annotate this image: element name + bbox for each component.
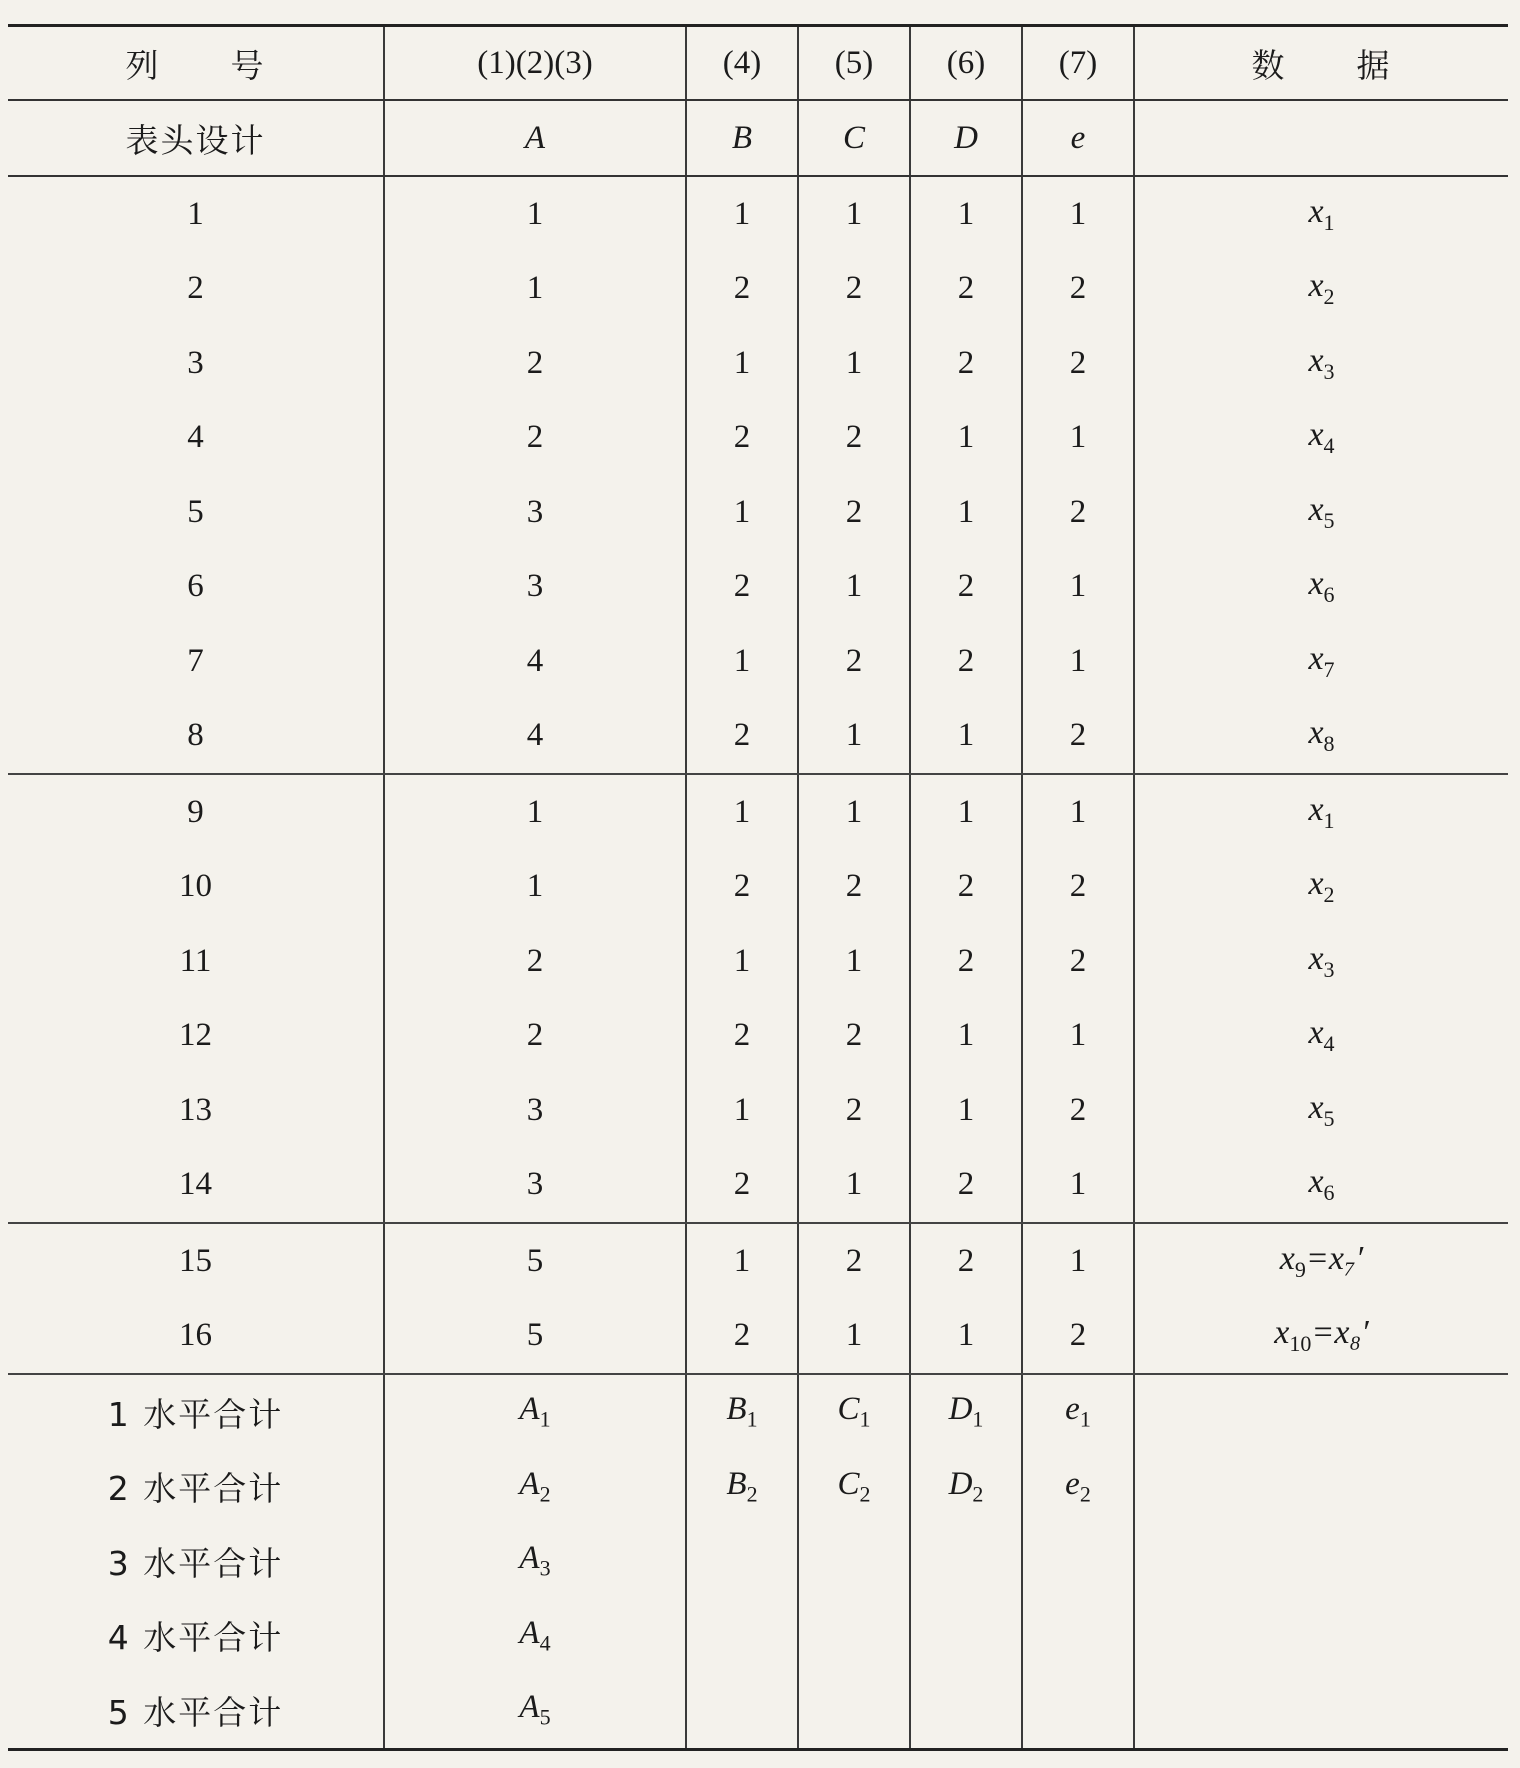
level-a: 5 bbox=[384, 1299, 686, 1375]
data-value bbox=[1134, 252, 1508, 327]
row-number: 16 bbox=[8, 1299, 384, 1375]
level-a: 3 bbox=[384, 1148, 686, 1224]
level-sum-row bbox=[8, 1599, 1508, 1674]
sum-d bbox=[910, 1524, 1022, 1599]
level-b: 2 bbox=[686, 699, 798, 775]
sum-symbol: D bbox=[948, 1391, 973, 1428]
sum-e bbox=[1022, 1599, 1134, 1674]
sum-b bbox=[686, 1599, 798, 1674]
sum-symbol: e bbox=[1065, 1391, 1080, 1428]
level-c: 2 bbox=[798, 252, 910, 327]
level-d: 2 bbox=[910, 1148, 1022, 1224]
level-a: 2 bbox=[384, 924, 686, 999]
data-subscript: 5 bbox=[1323, 1105, 1335, 1131]
sum-subscript: 2 bbox=[539, 1481, 551, 1507]
data-subscript: 4 bbox=[1323, 1031, 1335, 1057]
data-value bbox=[1134, 1148, 1508, 1224]
sum-subscript: 1 bbox=[1079, 1407, 1091, 1433]
data-empty-cell bbox=[1134, 1524, 1508, 1599]
sum-subscript: 1 bbox=[972, 1407, 984, 1433]
sum-subscript: 2 bbox=[972, 1481, 984, 1507]
level-c: 1 bbox=[798, 774, 910, 850]
level-sum-label: 4 水平合计 bbox=[107, 1618, 284, 1658]
level-a: 3 bbox=[384, 1073, 686, 1148]
sum-subscript: 2 bbox=[1079, 1481, 1091, 1507]
row-number: 7 bbox=[187, 642, 204, 679]
level-c: 2 bbox=[798, 999, 910, 1074]
sum-subscript: 1 bbox=[746, 1407, 758, 1433]
level-c: 1 bbox=[798, 176, 910, 252]
data-subscript: 8 bbox=[1323, 731, 1335, 757]
table-row bbox=[8, 999, 1508, 1074]
level-b: 1 bbox=[686, 624, 798, 699]
level-a: 1 bbox=[384, 850, 686, 925]
data-symbol: x bbox=[1308, 1014, 1324, 1052]
row-number: 13 bbox=[179, 1091, 212, 1128]
level-c: 1 bbox=[798, 1299, 910, 1375]
level-a: 3 bbox=[384, 550, 686, 625]
row-number: 2 bbox=[187, 270, 204, 307]
data-symbol: x bbox=[1308, 1088, 1324, 1126]
data-value bbox=[1134, 475, 1508, 550]
row-number: 4 bbox=[187, 419, 204, 456]
level-e: 2 bbox=[1022, 326, 1134, 401]
column-header-7: (7) bbox=[1022, 26, 1134, 101]
data-symbol: x bbox=[1308, 939, 1324, 977]
data-value bbox=[1134, 999, 1508, 1074]
table-row bbox=[8, 1223, 1508, 1299]
level-d: 1 bbox=[910, 475, 1022, 550]
header-design-label: 表头设计 bbox=[8, 100, 384, 176]
sum-symbol: A bbox=[519, 1689, 540, 1726]
level-c: 2 bbox=[798, 850, 910, 925]
level-a: 1 bbox=[384, 176, 686, 252]
level-c: 1 bbox=[798, 1148, 910, 1224]
data-value bbox=[1134, 326, 1508, 401]
data-equivalence: =x₇′ bbox=[1305, 1239, 1364, 1277]
sum-b bbox=[686, 1524, 798, 1599]
row-number: 3 bbox=[187, 344, 204, 381]
level-e: 1 bbox=[1022, 774, 1134, 850]
level-sum-label: 2 水平合计 bbox=[107, 1469, 284, 1509]
page bbox=[8, 24, 1508, 1754]
data-subscript: 2 bbox=[1323, 882, 1335, 908]
data-symbol: x bbox=[1308, 639, 1324, 677]
row-number: 9 bbox=[187, 793, 204, 830]
sum-subscript: 2 bbox=[859, 1481, 871, 1507]
level-c: 2 bbox=[798, 475, 910, 550]
data-value bbox=[1134, 550, 1508, 625]
factor-e: e bbox=[1022, 100, 1134, 176]
level-e: 1 bbox=[1022, 550, 1134, 625]
sum-a bbox=[384, 1450, 686, 1525]
header-row bbox=[8, 26, 1508, 101]
sum-a bbox=[384, 1599, 686, 1674]
table-row bbox=[8, 550, 1508, 625]
row-number: 15 bbox=[179, 1242, 212, 1279]
data-subscript: 10 bbox=[1289, 1331, 1312, 1357]
level-b: 1 bbox=[686, 176, 798, 252]
table-row bbox=[8, 624, 1508, 699]
sum-a bbox=[384, 1673, 686, 1749]
level-c: 1 bbox=[798, 699, 910, 775]
level-b: 1 bbox=[686, 774, 798, 850]
level-d: 2 bbox=[910, 1223, 1022, 1299]
factor-a: A bbox=[384, 100, 686, 176]
level-e: 1 bbox=[1022, 1148, 1134, 1224]
level-b: 2 bbox=[686, 401, 798, 476]
sum-subscript: 1 bbox=[859, 1407, 871, 1433]
data-symbol: x bbox=[1308, 714, 1324, 752]
sum-symbol: C bbox=[837, 1391, 860, 1428]
level-sum-label: 1 水平合计 bbox=[107, 1394, 284, 1434]
sum-c bbox=[798, 1599, 910, 1674]
level-d: 1 bbox=[910, 1299, 1022, 1375]
level-sum-label: 5 水平合计 bbox=[8, 1673, 384, 1749]
sum-symbol: A bbox=[519, 1540, 540, 1577]
header-design-row bbox=[8, 100, 1508, 176]
table-row bbox=[8, 1148, 1508, 1224]
column-header-4: (4) bbox=[686, 26, 798, 101]
level-c: 2 bbox=[798, 401, 910, 476]
level-b: 1 bbox=[686, 326, 798, 401]
sum-a bbox=[384, 1374, 686, 1450]
level-c: 2 bbox=[798, 1073, 910, 1148]
level-b: 2 bbox=[686, 999, 798, 1074]
level-d: 2 bbox=[910, 924, 1022, 999]
data-symbol: x bbox=[1279, 1239, 1295, 1277]
level-e: 1 bbox=[1022, 401, 1134, 476]
level-sum-row bbox=[8, 1524, 1508, 1599]
data-value bbox=[1134, 624, 1508, 699]
level-c: 1 bbox=[798, 924, 910, 999]
data-symbol: x bbox=[1308, 1163, 1324, 1201]
sum-e bbox=[1022, 1673, 1134, 1749]
level-a: 2 bbox=[384, 326, 686, 401]
sum-symbol: B bbox=[726, 1391, 747, 1428]
sum-symbol: C bbox=[837, 1465, 860, 1502]
level-a: 4 bbox=[384, 699, 686, 775]
level-d: 1 bbox=[910, 699, 1022, 775]
level-a: 2 bbox=[384, 999, 686, 1074]
data-subscript: 1 bbox=[1323, 807, 1335, 833]
sum-symbol: B bbox=[726, 1465, 747, 1502]
sum-c bbox=[798, 1450, 910, 1525]
data-symbol: x bbox=[1308, 865, 1324, 903]
row-number: 5 bbox=[187, 493, 204, 530]
sum-subscript: 5 bbox=[539, 1705, 551, 1731]
row-number: 1 bbox=[187, 195, 204, 232]
level-sum-row bbox=[8, 1673, 1508, 1749]
level-c: 1 bbox=[798, 326, 910, 401]
table-row bbox=[8, 850, 1508, 925]
level-b: 2 bbox=[686, 550, 798, 625]
data-subscript: 5 bbox=[1323, 507, 1335, 533]
data-empty-cell bbox=[1134, 1673, 1508, 1749]
data-value bbox=[1134, 401, 1508, 476]
orthogonal-design-table bbox=[8, 24, 1508, 1751]
column-header-6: (6) bbox=[910, 26, 1022, 101]
level-b: 1 bbox=[686, 475, 798, 550]
data-symbol: x bbox=[1308, 790, 1324, 828]
data-subscript: 1 bbox=[1323, 209, 1335, 235]
level-b: 2 bbox=[686, 1299, 798, 1375]
level-e: 2 bbox=[1022, 850, 1134, 925]
data-value bbox=[1134, 1223, 1508, 1299]
factor-c: C bbox=[798, 100, 910, 176]
data-symbol: x bbox=[1308, 267, 1324, 305]
sum-e bbox=[1022, 1374, 1134, 1450]
data-value bbox=[1134, 1073, 1508, 1148]
table-row bbox=[8, 699, 1508, 775]
data-value bbox=[1134, 924, 1508, 999]
table-row bbox=[8, 475, 1508, 550]
data-subscript: 7 bbox=[1323, 656, 1335, 682]
level-d: 2 bbox=[910, 850, 1022, 925]
table-row bbox=[8, 326, 1508, 401]
level-d: 1 bbox=[910, 999, 1022, 1074]
sum-symbol: D bbox=[948, 1465, 973, 1502]
data-subscript: 3 bbox=[1323, 358, 1335, 384]
row-number: 10 bbox=[179, 868, 212, 905]
data-empty-cell bbox=[1134, 100, 1508, 176]
data-column-label: 数 据 bbox=[1134, 26, 1508, 101]
sum-subscript: 2 bbox=[746, 1481, 758, 1507]
level-e: 1 bbox=[1022, 176, 1134, 252]
sum-d bbox=[910, 1673, 1022, 1749]
data-value bbox=[1134, 176, 1508, 252]
level-c: 2 bbox=[798, 624, 910, 699]
data-subscript: 6 bbox=[1323, 582, 1335, 608]
data-symbol: x bbox=[1308, 490, 1324, 528]
level-c: 2 bbox=[798, 1223, 910, 1299]
level-b: 2 bbox=[686, 850, 798, 925]
data-symbol: x bbox=[1274, 1314, 1290, 1352]
level-sum-label: 3 水平合计 bbox=[107, 1543, 284, 1583]
data-empty-cell bbox=[1134, 1374, 1508, 1450]
data-subscript: 4 bbox=[1323, 433, 1335, 459]
sum-d bbox=[910, 1374, 1022, 1450]
level-e: 1 bbox=[1022, 1223, 1134, 1299]
factor-b: B bbox=[686, 100, 798, 176]
level-e: 2 bbox=[1022, 924, 1134, 999]
sum-subscript: 1 bbox=[539, 1407, 551, 1433]
column-number-label: 列 号 bbox=[8, 26, 384, 101]
sum-d bbox=[910, 1599, 1022, 1674]
level-b: 2 bbox=[686, 1148, 798, 1224]
level-sum-row bbox=[8, 1450, 1508, 1525]
level-a: 3 bbox=[384, 475, 686, 550]
level-a: 5 bbox=[384, 1223, 686, 1299]
level-e: 2 bbox=[1022, 475, 1134, 550]
data-empty-cell bbox=[1134, 1450, 1508, 1525]
sum-symbol: A bbox=[519, 1465, 540, 1502]
sum-c bbox=[798, 1524, 910, 1599]
table-row bbox=[8, 924, 1508, 999]
level-b: 2 bbox=[686, 252, 798, 327]
data-value bbox=[1134, 850, 1508, 925]
data-equivalence: =x₈′ bbox=[1311, 1314, 1369, 1352]
column-header-5: (5) bbox=[798, 26, 910, 101]
level-b: 1 bbox=[686, 1223, 798, 1299]
sum-b bbox=[686, 1374, 798, 1450]
level-b: 1 bbox=[686, 1073, 798, 1148]
data-symbol: x bbox=[1308, 341, 1324, 379]
level-e: 2 bbox=[1022, 252, 1134, 327]
factor-d: D bbox=[910, 100, 1022, 176]
sum-symbol: A bbox=[519, 1614, 540, 1651]
sum-c bbox=[798, 1374, 910, 1450]
row-number: 14 bbox=[8, 1148, 384, 1224]
sum-b bbox=[686, 1450, 798, 1525]
sum-a bbox=[384, 1524, 686, 1599]
level-d: 2 bbox=[910, 624, 1022, 699]
level-d: 1 bbox=[910, 401, 1022, 476]
level-a: 1 bbox=[384, 252, 686, 327]
data-subscript: 6 bbox=[1323, 1180, 1335, 1206]
sum-subscript: 4 bbox=[539, 1630, 551, 1656]
level-e: 2 bbox=[1022, 699, 1134, 775]
table-row bbox=[8, 774, 1508, 850]
data-value bbox=[1134, 774, 1508, 850]
row-number: 8 bbox=[8, 699, 384, 775]
sum-c bbox=[798, 1673, 910, 1749]
level-d: 2 bbox=[910, 252, 1022, 327]
table-row bbox=[8, 252, 1508, 327]
sum-symbol: A bbox=[519, 1391, 540, 1428]
level-a: 4 bbox=[384, 624, 686, 699]
level-e: 2 bbox=[1022, 1073, 1134, 1148]
data-value bbox=[1134, 699, 1508, 775]
row-number: 12 bbox=[179, 1017, 212, 1054]
level-c: 1 bbox=[798, 550, 910, 625]
level-d: 1 bbox=[910, 774, 1022, 850]
table-row bbox=[8, 176, 1508, 252]
sum-d bbox=[910, 1450, 1022, 1525]
level-e: 1 bbox=[1022, 999, 1134, 1074]
table-row bbox=[8, 1299, 1508, 1375]
data-subscript: 3 bbox=[1323, 956, 1335, 982]
sum-symbol: e bbox=[1065, 1465, 1080, 1502]
level-sum-row bbox=[8, 1374, 1508, 1450]
row-number: 6 bbox=[187, 568, 204, 605]
data-subscript: 9 bbox=[1294, 1256, 1306, 1282]
sum-e bbox=[1022, 1524, 1134, 1599]
data-empty-cell bbox=[1134, 1599, 1508, 1674]
level-e: 1 bbox=[1022, 624, 1134, 699]
level-d: 2 bbox=[910, 326, 1022, 401]
data-value bbox=[1134, 1299, 1508, 1375]
table-row bbox=[8, 401, 1508, 476]
table-row bbox=[8, 1073, 1508, 1148]
level-d: 2 bbox=[910, 550, 1022, 625]
data-subscript: 2 bbox=[1323, 284, 1335, 310]
level-a: 1 bbox=[384, 774, 686, 850]
data-symbol: x bbox=[1308, 192, 1324, 230]
level-d: 1 bbox=[910, 176, 1022, 252]
column-header-1-2-3: (1)(2)(3) bbox=[384, 26, 686, 101]
level-b: 1 bbox=[686, 924, 798, 999]
level-d: 1 bbox=[910, 1073, 1022, 1148]
sum-e bbox=[1022, 1450, 1134, 1525]
level-e: 2 bbox=[1022, 1299, 1134, 1375]
data-symbol: x bbox=[1308, 416, 1324, 454]
sum-b bbox=[686, 1673, 798, 1749]
sum-subscript: 3 bbox=[539, 1556, 551, 1582]
level-a: 2 bbox=[384, 401, 686, 476]
data-symbol: x bbox=[1308, 565, 1324, 603]
row-number: 11 bbox=[179, 942, 212, 979]
